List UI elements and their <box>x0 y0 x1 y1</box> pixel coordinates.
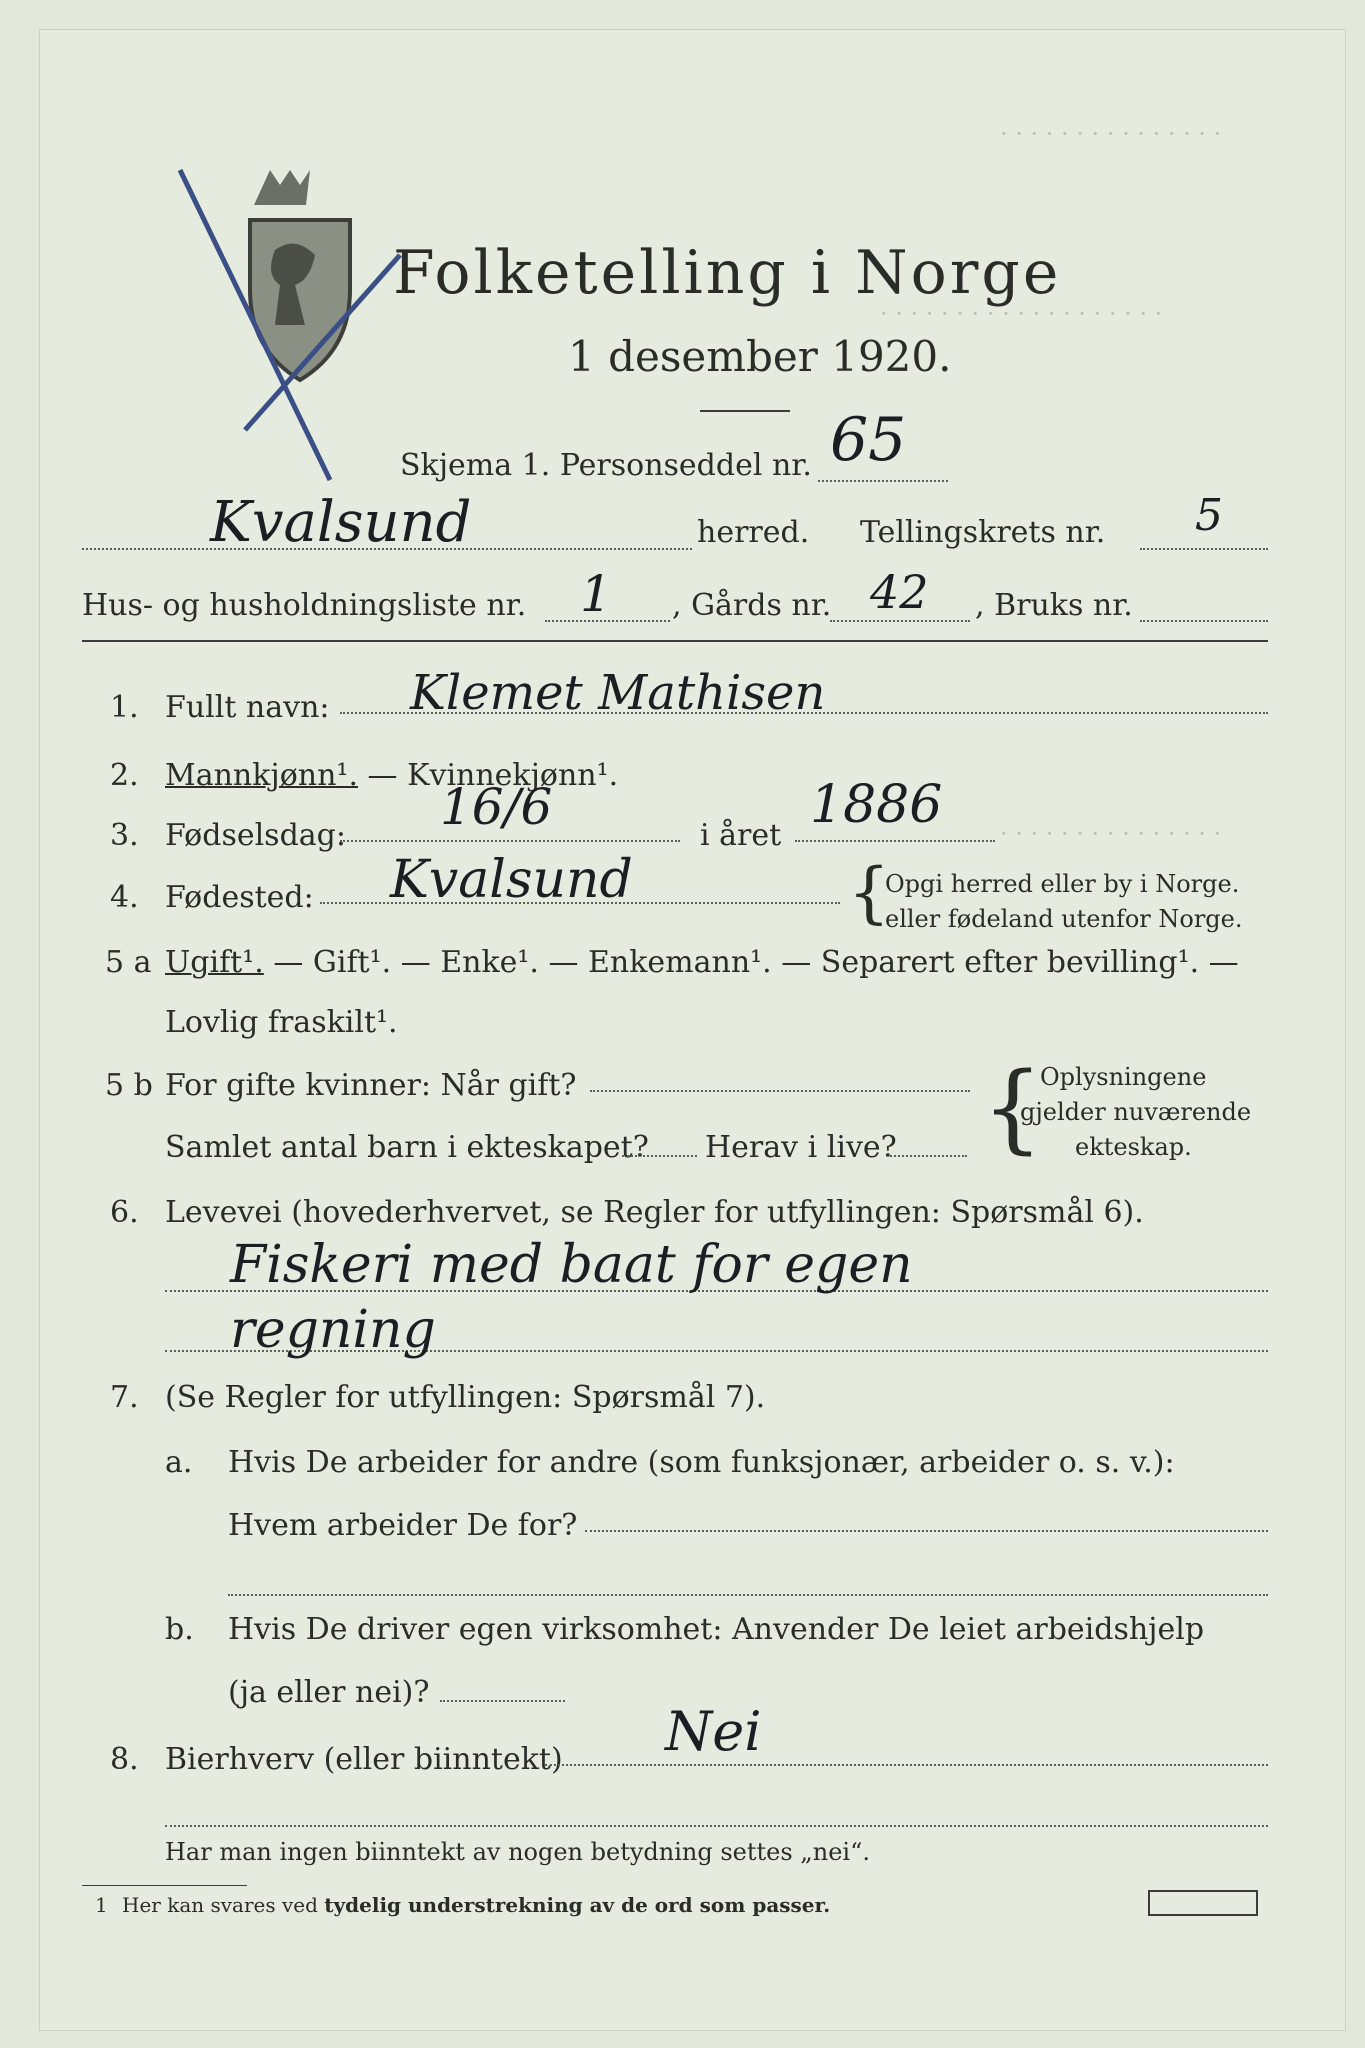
q5b-note-line1: Oplysningene <box>1040 1063 1207 1091</box>
form-date: 1 desember 1920. <box>568 332 952 381</box>
q2-separator: — <box>358 758 408 793</box>
q5b-note-line3: ekteskap. <box>1075 1133 1192 1161</box>
q1-label: Fullt navn: <box>165 690 330 725</box>
q7a-line1: Hvis De arbeider for andre (som funksjonær, arbeider o. s. v.): <box>228 1445 1175 1480</box>
footnote-text-b: tydelig understrekning av de ord som passer. <box>324 1893 831 1917</box>
hus-label: Hus- og husholdningsliste nr. <box>82 588 527 623</box>
q5b-children-line <box>622 1155 697 1157</box>
q7b-line1: Hvis De driver egen virksomhet: Anvender De leiet arbeidshjelp <box>228 1612 1205 1647</box>
q8-note: Har man ingen biinntekt av nogen betydning settes „nei“. <box>165 1838 870 1866</box>
tellingskrets-line <box>1140 548 1268 550</box>
q7b-answer-line <box>440 1700 565 1702</box>
q8-line1 <box>545 1764 1268 1766</box>
herred-value: Kvalsund <box>210 490 472 555</box>
q5a-options <box>165 945 1239 980</box>
q5b-married-line <box>590 1090 970 1092</box>
tellingskrets-value: 5 <box>1195 490 1223 541</box>
q5b-alive-label: Herav i live? <box>705 1130 897 1165</box>
q4-number: 4. <box>110 880 139 915</box>
q7a-answer-line <box>585 1530 1268 1532</box>
q4-note-line2: eller fødeland utenfor Norge. <box>885 905 1243 933</box>
q5a-line2: Lovlig fraskilt¹. <box>165 1005 398 1040</box>
q3-date-line <box>340 840 680 842</box>
q1-number: 1. <box>110 690 139 725</box>
form-title: Folketelling i Norge <box>393 238 1062 308</box>
q5a-number: 5 a <box>105 945 152 980</box>
bleed-through-text: · · · · · · · · · · · · · · · · · · · <box>880 300 1163 328</box>
q2-number: 2. <box>110 758 139 793</box>
q7b-letter: b. <box>165 1612 194 1647</box>
printer-stamp-icon <box>1148 1890 1258 1916</box>
bruks-label: , Bruks nr. <box>975 588 1133 623</box>
schema-number: 65 <box>830 405 907 475</box>
q6-number: 6. <box>110 1195 139 1230</box>
q4-answer: Kvalsund <box>390 850 633 910</box>
q5b-children-label: Samlet antal barn i ekteskapet? <box>165 1130 649 1165</box>
footnote-mark: 1 <box>95 1893 108 1917</box>
q5b-brace: { <box>982 1052 1044 1164</box>
schema-label: Skjema 1. Personseddel nr. <box>400 448 812 483</box>
q5a-other-options: — Gift¹. — Enke¹. — Enkemann¹. — Separert efter bevilling¹. — <box>263 945 1239 980</box>
hus-value: 1 <box>580 565 612 623</box>
q3-year: 1886 <box>810 775 943 835</box>
q3-year-line <box>795 840 995 842</box>
q4-label: Fødested: <box>165 880 314 915</box>
title-divider <box>700 410 790 412</box>
q7a-letter: a. <box>165 1445 193 1480</box>
q5b-alive-line <box>887 1155 967 1157</box>
q5a-ugift-option: Ugift¹. <box>165 945 264 980</box>
q1-answer: Klemet Mathisen <box>410 665 826 721</box>
coat-of-arms-icon <box>170 160 410 490</box>
q6-answer-line1: Fiskeri med baat for egen <box>230 1235 913 1295</box>
q3-number: 3. <box>110 818 139 853</box>
gards-label: , Gårds nr. <box>672 588 832 623</box>
q5b-note-line2: gjelder nuværende <box>1020 1098 1252 1126</box>
q5b-line1: For gifte kvinner: Når gift? <box>165 1068 577 1103</box>
q8-number: 8. <box>110 1742 139 1777</box>
q6-answer-line2: regning <box>230 1300 436 1360</box>
q2-female-option: Kvinnekjønn¹. <box>407 758 619 793</box>
gards-value: 42 <box>870 565 929 619</box>
tellingskrets-label: Tellingskrets nr. <box>860 515 1106 550</box>
q5b-number: 5 b <box>105 1068 153 1103</box>
q4-note-line1: Opgi herred eller by i Norge. <box>885 870 1240 898</box>
herred-label: herred. <box>697 515 810 550</box>
footnote-text-a: Her kan svares ved <box>122 1893 318 1917</box>
q7a-line2: Hvem arbeider De for? <box>228 1508 578 1543</box>
gards-line <box>830 620 970 622</box>
q3-answer: 16/6 <box>440 778 553 836</box>
footnote-text <box>122 1893 830 1917</box>
bruks-line <box>1140 620 1268 622</box>
q7-label: (Se Regler for utfyllingen: Spørsmål 7). <box>165 1380 766 1415</box>
q6-label: Levevei (hovederhvervet, se Regler for utfyllingen: Spørsmål 6). <box>165 1195 1144 1230</box>
q7b-line2: (ja eller nei)? <box>228 1675 430 1710</box>
q7-number: 7. <box>110 1380 139 1415</box>
q8-label: Bierhverv (eller biinntekt) <box>165 1742 563 1777</box>
q7a-answer-line2 <box>228 1594 1268 1596</box>
header-divider <box>82 640 1268 642</box>
bleed-through-text: · · · · · · · · · · · · · · · <box>1000 820 1222 848</box>
footnote-divider <box>82 1885 247 1886</box>
bleed-through-text: · · · · · · · · · · · · · · · <box>1000 120 1222 148</box>
q8-answer: Nei <box>665 1700 762 1763</box>
q4-brace: { <box>848 854 890 931</box>
q3-year-label: i året <box>700 818 782 853</box>
schema-number-line <box>818 480 948 482</box>
q2-male-option: Mannkjønn¹. <box>165 758 358 793</box>
q8-line2 <box>165 1825 1268 1827</box>
q3-label: Fødselsdag: <box>165 818 346 853</box>
